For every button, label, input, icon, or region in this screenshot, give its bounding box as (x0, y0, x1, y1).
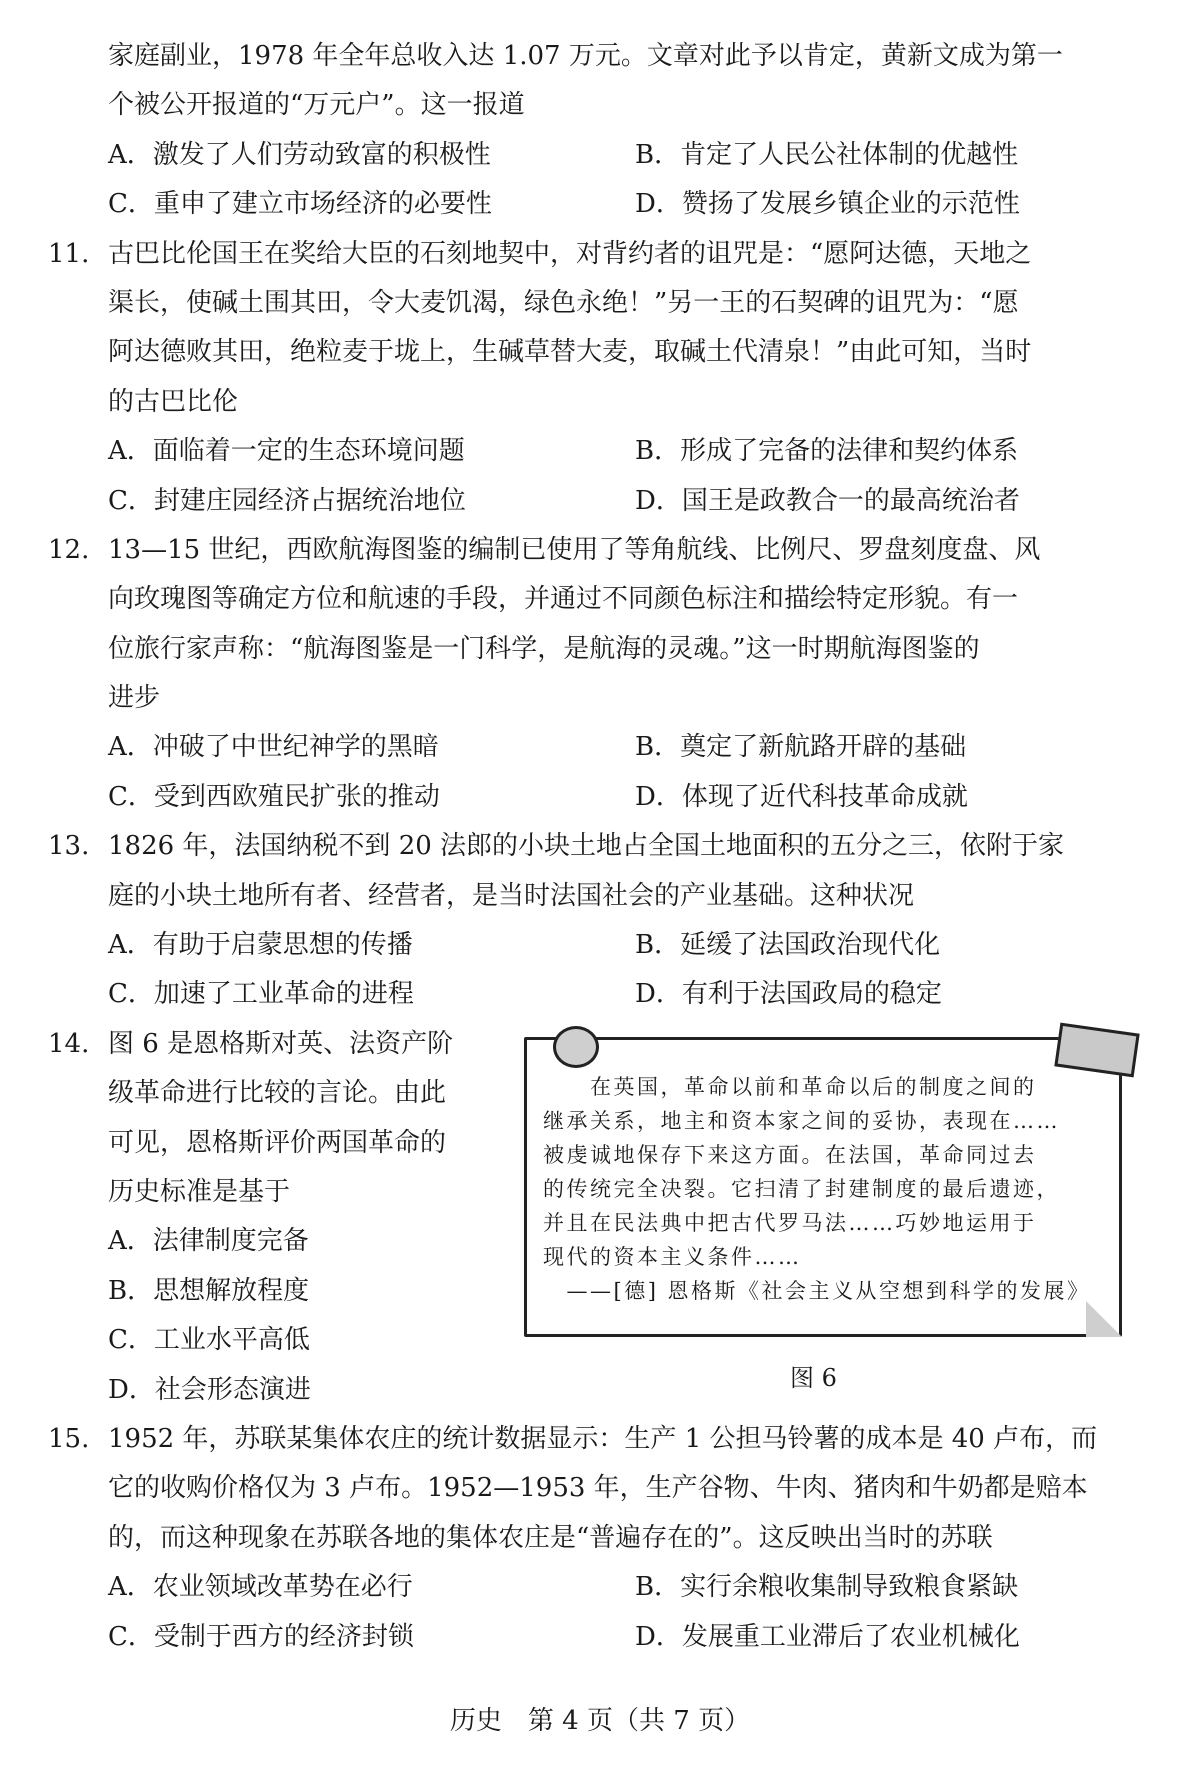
question-number: 14. (48, 1028, 90, 1059)
question-number: 11. (48, 238, 90, 269)
engels-quote: 在英国，革命以前和革命以后的制度之间的 继承关系，地主和资本家之间的妥协，表现在…… 被虔诚地保存下来这方面。在法国，革命同过去 的传统完全决裂。它扫清了封建制度的最后遗迹， 并且在民法典中把古代罗马法……巧妙地运用于 现代的资本主义条件…… ——[德] 恩格斯《社会主义从空想到科学的发展》 (543, 1070, 1113, 1308)
q15-option-c: C．受制于西方的经济封锁 (108, 1621, 414, 1652)
quote-source: ——[德] 恩格斯《社会主义从空想到科学的发展》 (543, 1279, 1091, 1303)
q12-options-row (0, 723, 1200, 772)
q12-line: 位旅行家声称：“航海图鉴是一门科学，是航海的灵魂。”这一时期航海图鉴的 (108, 633, 980, 664)
q11-line: 阿达德败其田，绝粒麦于垅上，生碱草替大麦，取碱土代清泉！”由此可知，当时 (108, 337, 1032, 368)
q10-option-d: D．赞扬了发展乡镇企业的示范性 (635, 189, 1020, 220)
q15-option-b: B．实行余粮收集制导致粮食紧缺 (635, 1572, 1019, 1603)
q14-option-a: A．法律制度完备 (108, 1226, 309, 1257)
q10-line: 家庭副业，1978 年全年总收入达 1.07 万元。文章对此予以肯定，黄新文成为第一 (108, 41, 1063, 71)
q11-options-row (0, 427, 1200, 476)
q10-option-b: B．肯定了人民公社体制的优越性 (635, 139, 1019, 170)
q12-option-a: A．冲破了中世纪神学的黑暗 (108, 732, 439, 763)
q10-option-a: A．激发了人们劳动致富的积极性 (108, 139, 491, 170)
q10-option-c: C．重申了建立市场经济的必要性 (108, 189, 492, 220)
q12-option-b: B．奠定了新航路开辟的基础 (635, 732, 967, 763)
q13-options-row (0, 921, 1200, 970)
figure-caption: 图 6 (790, 1364, 837, 1392)
page-footer: 历史 第 4 页（共 7 页） (449, 1706, 751, 1736)
q14-option-d: D．社会形态演进 (108, 1374, 311, 1405)
q10-line: 个被公开报道的“万元户”。这一报道 (108, 90, 525, 121)
q11-line: 渠长，使碱土围其田，令大麦饥渴，绿色永绝！”另一王的石契碑的诅咒为：“愿 (108, 287, 1019, 318)
q13-option-d: D．有利于法国政局的稳定 (635, 979, 942, 1010)
q14-line: 级革命进行比较的言论。由此 (108, 1078, 447, 1109)
q12-option-c: C．受到西欧殖民扩张的推动 (108, 781, 440, 812)
question-number: 12. (48, 534, 90, 565)
q12-line: 12. 13—15 世纪，西欧航海图鉴的编制已使用了等角航线、比例尺、罗盘刻度盘、风 (0, 526, 1200, 575)
q14-option-b: B．思想解放程度 (108, 1275, 310, 1306)
q14-line: 可见，恩格斯评价两国革命的 (108, 1127, 447, 1158)
q11-option-d: D．国王是政教合一的最高统治者 (635, 485, 1020, 516)
q10-options-row (0, 180, 1200, 229)
q13-option-a: A．有助于启蒙思想的传播 (108, 930, 413, 961)
magnifier-decoration-icon (553, 1026, 599, 1068)
q11-line: 的古巴比伦 (108, 386, 239, 417)
q13-option-c: C．加速了工业革命的进程 (108, 979, 414, 1010)
q15-option-a: A．农业领域改革势在必行 (108, 1572, 413, 1603)
q11-option-c: C．封建庄园经济占据统治地位 (108, 485, 466, 516)
question-number: 15. (48, 1423, 90, 1454)
exam-page (0, 32, 1200, 1662)
q14-line: 历史标准是基于 (108, 1176, 291, 1207)
q13-options-row (0, 970, 1200, 1019)
question-number: 13. (48, 831, 90, 862)
q15-option-d: D．发展重工业滞后了农业机械化 (635, 1621, 1020, 1652)
q15-options-row (0, 1563, 1200, 1612)
q11-option-a: A．面临着一定的生态环境问题 (108, 436, 465, 467)
q13-option-b: B．延缓了法国政治现代化 (635, 930, 941, 961)
q12-line: 向玫瑰图等确定方位和航速的手段，并通过不同颜色标注和描绘特定形貌。有一 (108, 584, 1019, 615)
q11-options-row (0, 477, 1200, 526)
q14-option-c: C．工业水平高低 (108, 1325, 310, 1356)
figure-6-quote-box (524, 1037, 1122, 1337)
q13-line: 13. 1826 年，法国纳税不到 20 法郎的小块土地占全国土地面积的五分之三，依附于家 (0, 822, 1200, 871)
q15-options-row (0, 1613, 1200, 1662)
q12-options-row (0, 773, 1200, 822)
q12-option-d: D．体现了近代科技革命成就 (635, 781, 968, 812)
q12-line: 进步 (108, 683, 161, 714)
q11-line: 11. 古巴比伦国王在奖给大臣的石刻地契中，对背约者的诅咒是：“愿阿达德，天地之 (0, 230, 1200, 279)
q13-line: 庭的小块土地所有者、经营者，是当时法国社会的产业基础。这种状况 (108, 880, 915, 911)
q14-line: 14. 图 6 是恩格斯对英、法资产阶 (0, 1020, 1200, 1069)
q15-line: 它的收购价格仅为 3 卢布。1952—1953 年，生产谷物、牛肉、猪肉和牛奶都是赔本 (108, 1473, 1088, 1504)
q15-line: 的，而这种现象在苏联各地的集体农庄是“普遍存在的”。这反映出当时的苏联 (108, 1522, 993, 1553)
q11-option-b: B．形成了完备的法律和契约体系 (635, 436, 1019, 467)
q15-line: 15. 1952 年，苏联某集体农庄的统计数据显示：生产 1 公担马铃薯的成本是 40 卢布，而 (0, 1415, 1200, 1464)
q10-options-row (0, 131, 1200, 180)
